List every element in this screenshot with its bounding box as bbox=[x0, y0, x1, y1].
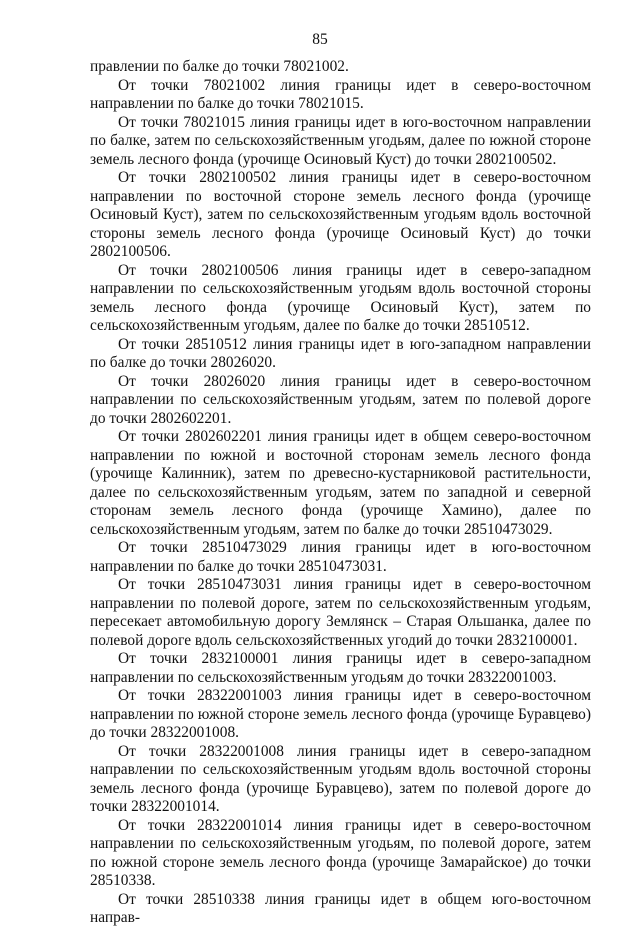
paragraph: От точки 78021002 линия границы идет в северо-восточном направлении по балке до точки 78021015. bbox=[90, 76, 591, 112]
paragraph: От точки 28510512 линия границы идет в юго-западном направлении по балке до точки 28026020. bbox=[90, 335, 591, 371]
page-number: 85 bbox=[312, 31, 328, 48]
paragraph: От точки 2802100502 линия границы идет в северо-восточном направлении по восточной стороне земель лесного фонда (урочище Осиновый Куст), затем по сельскохозяйственным угодьям вдоль восточной стороны земель лесного фонда (урочище Осиновый Куст) до точки 2802100506. bbox=[90, 169, 591, 260]
document-body bbox=[90, 58, 591, 928]
paragraph: От точки 2832100001 линия границы идет в северо-западном направлении по сельскохозяйственным угодьям до точки 28322001003. bbox=[90, 650, 591, 686]
paragraph: От точки 28322001003 линия границы идет в северо-восточном направлении по южной стороне земель лесного фонда (урочище Буравцево) до точки 28322001008. bbox=[90, 687, 591, 741]
paragraph: От точки 28510338 линия границы идет в общем юго-восточном направ- bbox=[90, 890, 591, 926]
paragraph: От точки 28026020 линия границы идет в северо-восточном направлении по сельскохозяйственным угодьям, затем по полевой дороге до точки 2802602201. bbox=[90, 372, 591, 427]
paragraph: правлении по балке до точки 78021002. bbox=[90, 58, 349, 75]
paragraph: От точки 2802100506 линия границы идет в северо-западном направлении по сельскохозяйственным угодьям вдоль восточной стороны земель лесного фонда (урочище Осиновый Куст), затем по сельскохозяйственным угодьям, далее по балке до точки 28510512. bbox=[90, 261, 591, 334]
paragraph: От точки 78021015 линия границы идет в юго-восточном направлении по балке, затем по сельскохозяйственным угодьям, далее по южной стороне земель лесного фонда (урочище Осиновый Куст) до точки 2802100502. bbox=[90, 113, 591, 168]
paragraph: От точки 28510473029 линия границы идет в юго-восточном направлении по балке до точки 28510473031. bbox=[90, 539, 591, 575]
paragraph: От точки 2802602201 линия границы идет в общем северо-восточном направлении по южной и восточной сторонам земель лесного фонда (урочище Калинник), затем по древесно-кустарниковой растительности, далее по сельскохозяйственным угодьям, затем по западной и северной сторонам земель лесного фонда (урочище Хамино), далее по сельскохозяйственным угодьям, затем по балке до точки 28510473029. bbox=[90, 428, 591, 538]
paragraph: От точки 28510473031 линия границы идет в северо-восточном направлении по полевой дороге, затем по сельскохозяйственным угодьям, пересекает автомобильную дорогу Землянск – Старая Ольшанка, далее по полевой дороге вдоль сельскохозяйственных угодий до точки 2832100001. bbox=[90, 576, 591, 649]
paragraph: От точки 28322001014 линия границы идет в северо-восточном направлении по сельскохозяйственным угодьям, по полевой дороге, затем по южной стороне земель лесного фонда (урочище Замарайское) до точки 28510338. bbox=[90, 816, 591, 889]
paragraph: От точки 28322001008 линия границы идет в северо-западном направлении по сельскохозяйственным угодьям вдоль восточной стороны земель лесного фонда (урочище Буравцево), затем по полевой дороге до точки 28322001014. bbox=[90, 742, 591, 815]
